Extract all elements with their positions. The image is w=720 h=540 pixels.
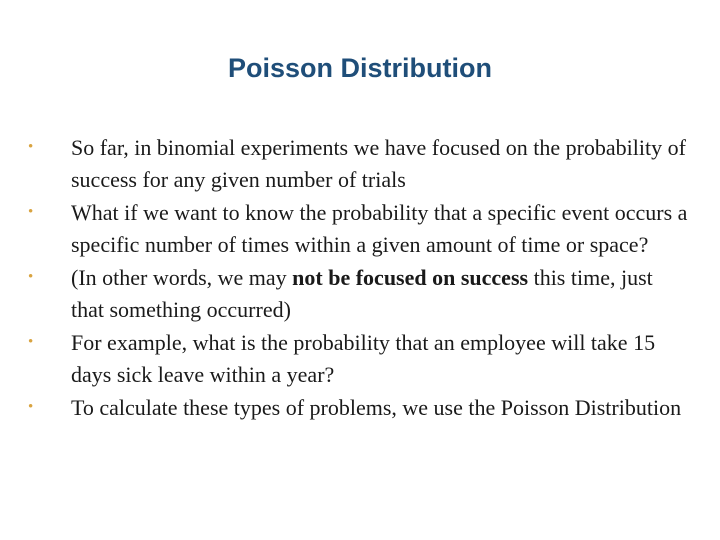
bullet-icon: • bbox=[28, 269, 34, 285]
list-item bbox=[28, 197, 688, 260]
slide-title: Poisson Distribution bbox=[227, 53, 492, 83]
bullet-text-before: (In other words, we may bbox=[71, 265, 293, 290]
bullet-icon: • bbox=[28, 204, 34, 220]
bullet-icon: • bbox=[28, 139, 34, 155]
bullet-icon: • bbox=[28, 399, 34, 415]
bullet-text: For example, what is the probability that an employee will take 15 days sick leave within a year? bbox=[71, 330, 656, 387]
bullet-text: What if we want to know the probability that a specific event occurs a specific number of times within a given amount of time or space? bbox=[71, 200, 688, 257]
bullet-list bbox=[28, 132, 688, 426]
bullet-text-after: this time, just that something occurred) bbox=[71, 265, 653, 322]
bullet-text bbox=[71, 265, 653, 322]
list-item bbox=[28, 327, 688, 390]
bullet-icon: • bbox=[28, 334, 34, 350]
list-item bbox=[28, 262, 688, 325]
bullet-text: To calculate these types of problems, we use the Poisson Distribution bbox=[71, 395, 682, 420]
list-item bbox=[28, 132, 688, 195]
list-item bbox=[28, 392, 688, 424]
bullet-text-emphasis: not be focused on success bbox=[292, 265, 529, 290]
bullet-text: So far, in binomial experiments we have focused on the probability of success for any given number of trials bbox=[71, 135, 686, 192]
